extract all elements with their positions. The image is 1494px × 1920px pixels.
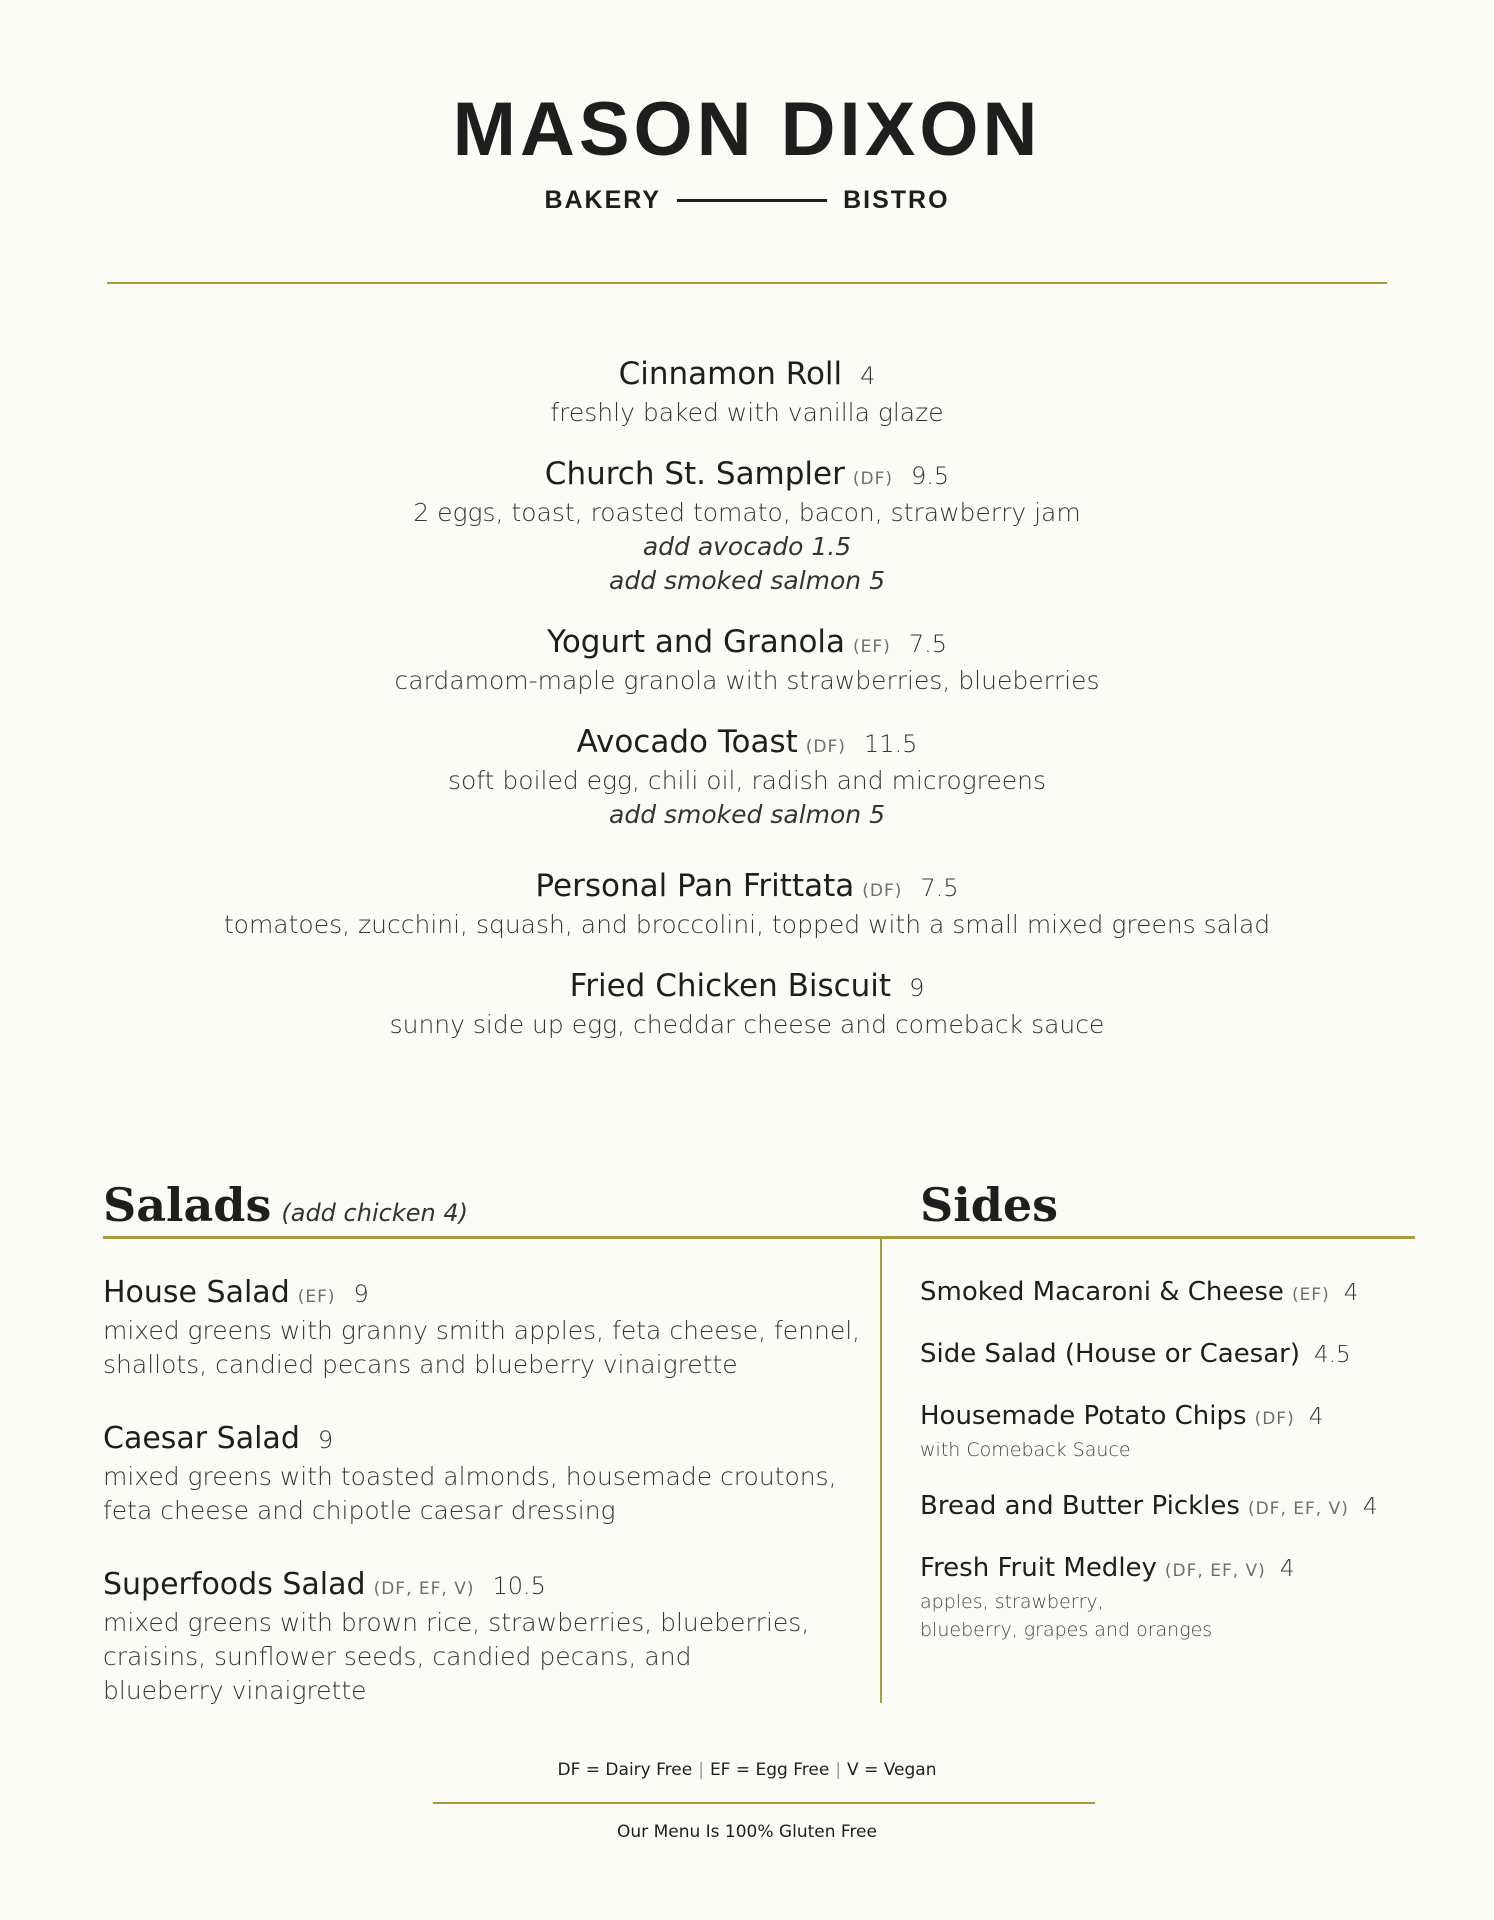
dietary-tag: (DF, EF, V) [373,1579,475,1599]
salad-item [103,1418,863,1528]
item-name: Caesar Salad [103,1421,300,1456]
item-price: 11.5 [863,730,918,758]
dietary-tag: (EF) [1291,1285,1330,1305]
item-price: 9.5 [911,462,950,490]
item-name: Bread and Butter Pickles [920,1491,1240,1521]
side-item [920,1548,1420,1644]
item-addon: add smoked salmon 5 [609,566,885,595]
item-addon: add smoked salmon 5 [609,800,885,829]
item-price: 10.5 [492,1572,546,1600]
item-description: freshly baked with vanilla glaze [550,398,944,427]
item-description: apples, strawberry, [920,1591,1104,1613]
item-price: 4.5 [1314,1342,1351,1368]
dietary-tag: (DF, EF, V) [1247,1499,1349,1519]
item-description: feta cheese and chipotle caesar dressing [103,1496,616,1525]
item-name: Avocado Toast [576,724,798,760]
item-name: Fried Chicken Biscuit [569,968,892,1004]
side-item [920,1396,1420,1464]
legend-separator: | [835,1760,842,1780]
item-description: blueberry vinaigrette [103,1676,367,1705]
item-name: Yogurt and Granola [547,624,846,660]
item-price: 9 [317,1426,334,1454]
item-name: Smoked Macaroni & Cheese [920,1277,1284,1307]
salads-note: (add chicken 4) [281,1199,468,1227]
sides-section [920,1272,1420,1666]
menu-item [0,452,1494,598]
menu-item [0,964,1494,1042]
item-description: with Comeback Sauce [920,1439,1131,1461]
gluten-free-note: Our Menu Is 100% Gluten Free [617,1822,877,1842]
brand-logo: MASON DIXON [452,87,1042,172]
menu-item [0,720,1494,832]
dietary-tag: (DF) [852,469,894,489]
dietary-tag: (DF, EF, V) [1164,1561,1266,1581]
brand-subtitle [0,186,1494,215]
menu-item [0,620,1494,698]
item-price: 4 [1279,1556,1295,1582]
item-description: tomatoes, zucchini, squash, and broccolini, topped with a small mixed greens salad [223,910,1271,939]
item-name: Fresh Fruit Medley [920,1553,1157,1583]
item-description: shallots, candied pecans and blueberry vinaigrette [103,1350,738,1379]
item-description: soft boiled egg, chili oil, radish and microgreens [447,766,1047,795]
dietary-tag: (DF) [1254,1409,1295,1429]
dietary-tag: (DF) [862,881,903,901]
legend-df: DF = Dairy Free [557,1760,693,1780]
legend-separator: | [698,1760,704,1780]
header-divider [107,282,1387,284]
column-divider [880,1239,882,1703]
breakfast-section [0,352,1494,1064]
item-name: Housemade Potato Chips [920,1401,1247,1431]
side-item [920,1486,1420,1526]
item-name: Personal Pan Frittata [535,868,855,904]
dietary-tag: (EF) [297,1287,336,1307]
item-price: 4 [1343,1280,1359,1306]
salad-item [103,1272,863,1382]
salads-heading [103,1178,468,1232]
item-name: Side Salad (House or Caesar) [920,1339,1300,1369]
side-item [920,1272,1420,1312]
item-name: House Salad [103,1275,290,1310]
dietary-tag: (EF) [853,637,891,657]
menu-item [0,864,1494,942]
subtitle-right: BISTRO [843,186,950,214]
item-price: 4 [860,362,876,390]
item-name: Superfoods Salad [103,1567,366,1602]
item-description: craisins, sunflower seeds, candied pecans, and [103,1642,692,1671]
menu-item [0,352,1494,430]
salads-section [103,1272,863,1744]
salads-title: Salads [103,1178,272,1232]
item-price: 9 [909,974,925,1002]
legend-v: V = Vegan [847,1760,937,1780]
sides-heading: Sides [920,1178,1059,1232]
item-price: 7.5 [908,630,947,658]
item-price: 4 [1308,1404,1324,1430]
footer-divider [433,1802,1095,1804]
item-name: Cinnamon Roll [618,356,843,392]
item-description: sunny side up egg, cheddar cheese and comeback sauce [389,1010,1105,1039]
subtitle-divider [677,199,827,202]
item-description: 2 eggs, toast, roasted tomato, bacon, strawberry jam [413,498,1081,527]
salad-item [103,1564,863,1708]
item-price: 9 [353,1280,369,1308]
item-description: mixed greens with toasted almonds, housemade croutons, [103,1462,837,1491]
sections-divider [103,1236,1415,1239]
item-price: 4 [1362,1494,1378,1520]
dietary-legend [0,1760,1494,1780]
item-description: mixed greens with brown rice, strawberries, blueberries, [103,1608,810,1637]
item-addon: add avocado 1.5 [642,532,852,561]
menu-header [0,87,1494,215]
side-item [920,1334,1420,1374]
item-description: mixed greens with granny smith apples, feta cheese, fennel, [103,1316,861,1345]
dietary-tag: (DF) [805,737,846,757]
subtitle-left: BAKERY [544,186,662,214]
legend-ef: EF = Egg Free [709,1760,830,1780]
item-description: cardamom-maple granola with strawberries, blueberries [394,666,1100,695]
item-name: Church St. Sampler [544,456,845,492]
item-description: blueberry, grapes and oranges [920,1619,1213,1641]
item-price: 7.5 [920,874,959,902]
